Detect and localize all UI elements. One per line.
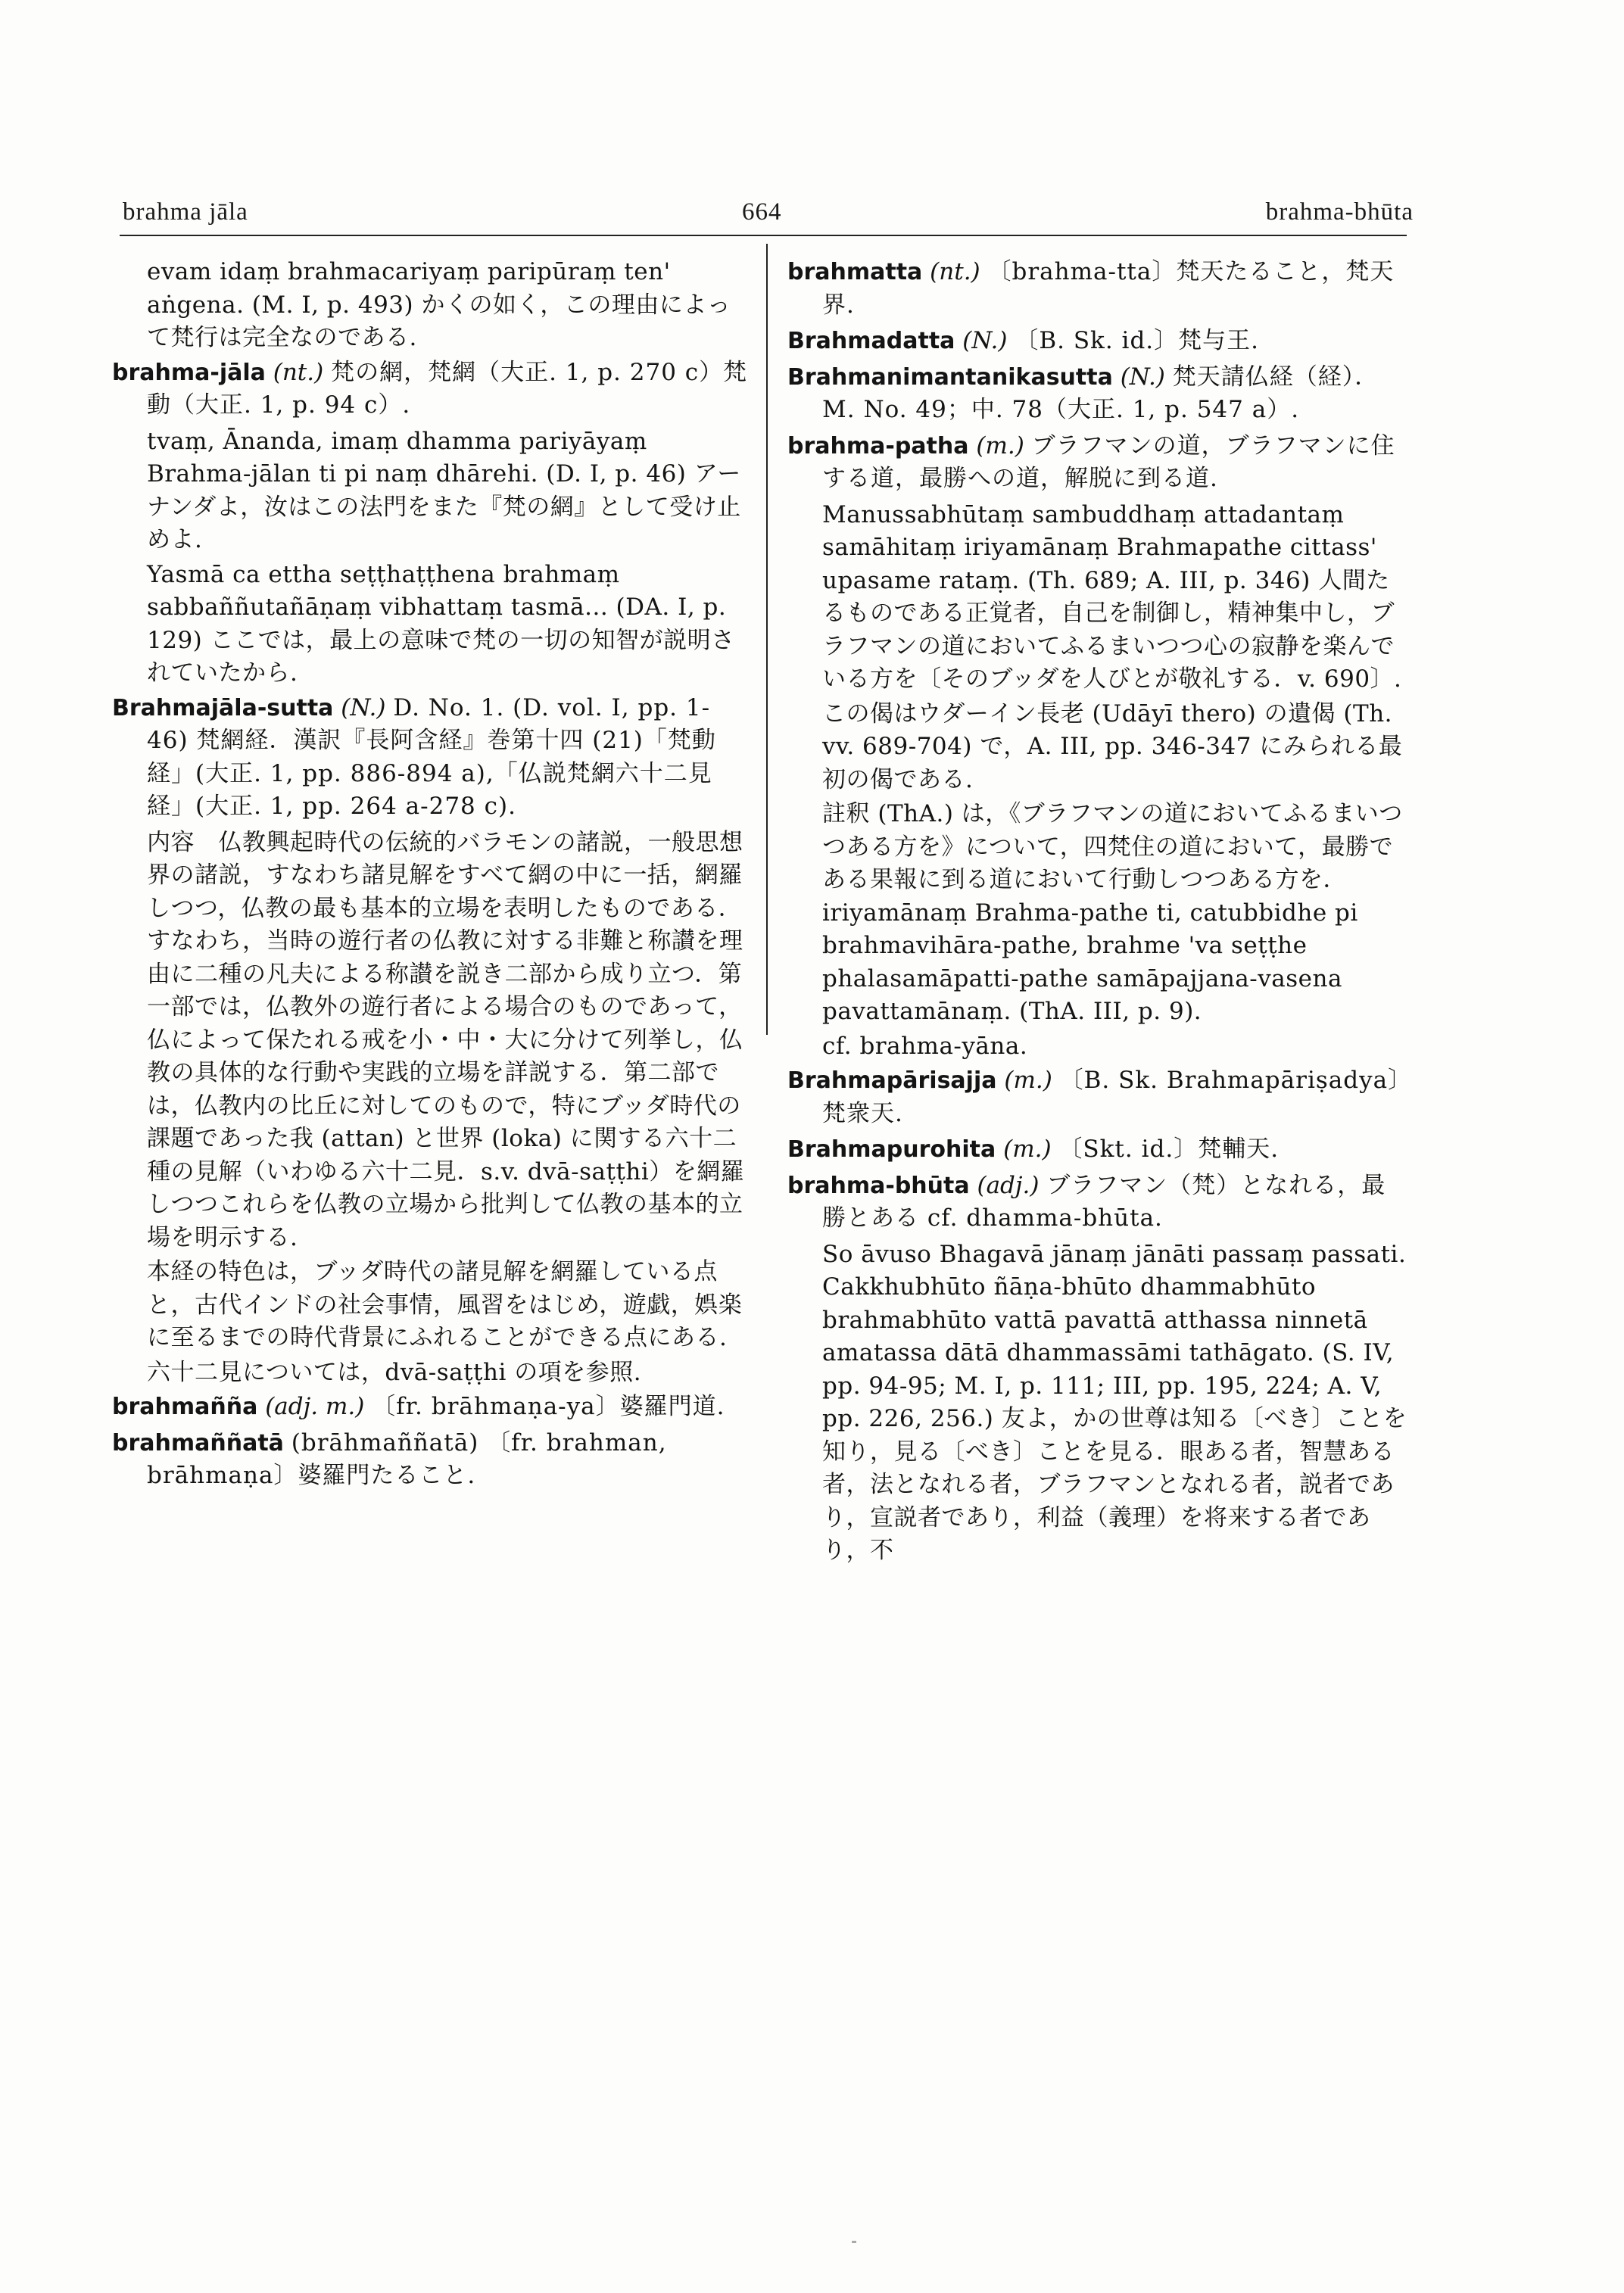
- running-head-right: brahma-bhūta: [1265, 198, 1414, 226]
- dictionary-entry: [787, 430, 1408, 496]
- entry-definition: 梵天請仏経（経）．M. No. 49；中. 78（大正. 1, p. 547 a）.: [822, 363, 1379, 423]
- entry-definition: 〔Skt. id.〕梵輔天.: [1058, 1136, 1280, 1163]
- entry-paragraph: Manussabhūtaṃ sambuddhaṃ attadantaṃ samāhitaṃ iriyamānaṃ Brahmapathe cittass' upasame rataṃ. (Th. 689; A. III, p. 346) 人間たるものである正覚者，自己を制御し，精神集中し，ブラフマンの道においてふるまいつつ心の寂静を楽んでいる方を〔そのブッダを人びとが敬礼する．v. 690〕.: [822, 500, 1402, 693]
- entry-headword: brahmañña: [112, 1394, 258, 1420]
- entry-definition: 〔fr. brāhmaṇa-ya〕婆羅門道.: [372, 1393, 725, 1420]
- entry-headword: Brahmapārisajja: [787, 1067, 997, 1094]
- dictionary-entry: [787, 325, 1408, 358]
- entry-paragraph: cf. brahma-yāna.: [822, 1032, 1028, 1060]
- entry-headword: brahma-jāla: [112, 359, 266, 386]
- entry-headword: brahmatta: [787, 259, 923, 285]
- grammar-label: (N.): [962, 327, 1008, 354]
- entry-headword: brahma-patha: [787, 432, 969, 460]
- grammar-label: (m.): [976, 431, 1024, 460]
- entry-definition: 〔B. Sk. Brahmapāriṣadya〕梵衆天.: [822, 1067, 1401, 1127]
- running-head-left: brahma jāla: [123, 198, 248, 226]
- entry-paragraph: 内容 仏教興起時代の伝統的バラモンの諸説，一般思想界の諸説，すなわち諸見解をすべて網の中に一括，網羅しつつ，仏教の最も基本的立場を表明したものである．すなわち，当時の遊行者の仏教に対する非難と称讃を理由に二種の凡夫による称讃を説き二部から成り立つ．第一部では，仏教外の遊行者による場合のものであって，仏によって保たれる戒を小・中・大に分けて列挙し，仏教の具体的な行動や実践的立場を詳説する．第二部では，仏教内の比丘に対してのもので，特にブッダ時代の課題であった我 (attan) と世界 (loka) に関する六十二種の見解（いわゆる六十二見．s.v. dvā-saṭṭhi）を網羅しつつこれらを仏教の立場から批判して仏教の基本的立場を明示する.: [147, 828, 745, 1251]
- entry-definition: ブラフマン（梵）となれる，最勝とある cf. dhamma-bhūta.: [822, 1171, 1386, 1232]
- dictionary-entry: [787, 1170, 1408, 1235]
- entry-definition: (brāhmaññatā) 〔fr. brahman, brāhmaṇa〕婆羅門たること.: [147, 1428, 667, 1489]
- dictionary-entry: [787, 1064, 1408, 1130]
- dictionary-entry: [787, 256, 1408, 322]
- entry-definition: D. No. 1. (D. vol. I, pp. 1-46) 梵網経．漢訳『長阿含経』巻第十四 (21)「梵動経」(大正. 1, pp. 886-894 a),「仏説梵網六十二見経」(大正. 1, pp. 264 a-278 c).: [147, 693, 716, 820]
- page-number: 664: [742, 198, 782, 226]
- entry-headword: brahmaññatā: [112, 1429, 284, 1456]
- grammar-label: (nt.): [273, 358, 324, 386]
- grammar-label: (m.): [1003, 1136, 1052, 1163]
- entry-headword: Brahmanimantanikasutta: [787, 363, 1113, 391]
- column-divider: [766, 244, 768, 1035]
- scan-speck: [852, 2241, 856, 2243]
- dictionary-entry: [787, 1133, 1408, 1167]
- grammar-label: (N.): [341, 693, 386, 721]
- grammar-label: (nt.): [930, 258, 980, 285]
- entry-definition: 〔brahma-tta〕梵天たること，梵天界.: [822, 258, 1395, 319]
- dictionary-entry: [787, 361, 1408, 427]
- entry-headword: Brahmapurohita: [787, 1136, 996, 1163]
- entry-paragraph: この偈はウダーイン長老 (Udāyī thero) の遺偈 (Th. vv. 689-704) で，A. III, pp. 346-347 にみられる最初の偈である.: [822, 699, 1403, 793]
- entry-paragraph: 六十二見については，dvā-saṭṭhi の項を参照.: [147, 1358, 642, 1386]
- entry-definition: ブラフマンの道，ブラフマンに住する道，最勝への道，解脱に到る道.: [822, 431, 1395, 492]
- entry-definition: 梵の網，梵網（大正. 1, p. 270 c）梵動（大正. 1, p. 94 c）.: [147, 358, 748, 419]
- grammar-label: (adj. m.): [265, 1393, 365, 1420]
- entry-headword: Brahmajāla-sutta: [112, 694, 334, 721]
- entry-headword: brahma-bhūta: [787, 1172, 970, 1199]
- dictionary-entry: [112, 1391, 748, 1424]
- left-column: [112, 256, 748, 1496]
- dictionary-entry: [112, 357, 748, 422]
- entry-paragraph: tvaṃ, Ānanda, imaṃ dhamma pariyāyaṃ Brahma-jālan ti pi naṃ dhārehi. (D. I, p. 46) アーナンダよ，汝はこの法門をまた『梵の網』として受け止めよ.: [147, 427, 741, 553]
- grammar-label: (m.): [1004, 1067, 1052, 1094]
- entry-definition: 〔B. Sk. id.〕梵与王.: [1015, 327, 1260, 354]
- entry-paragraph: Yasmā ca ettha seṭṭhaṭṭhena brahmaṃ sabbaññutañāṇaṃ vibhattaṃ tasmā... (DA. I, p. 129) ここでは，最上の意味で梵の一切の知智が説明されていたから.: [147, 560, 735, 687]
- entry-headword: Brahmadatta: [787, 328, 955, 354]
- right-column: [787, 256, 1408, 1569]
- header-rule: [120, 235, 1407, 236]
- dictionary-entry: [112, 692, 748, 824]
- entry-paragraph: So āvuso Bhagavā jānaṃ jānāti passaṃ passati. Cakkhubhūto ñāṇa-bhūto dhammabhūto brahmabhūto vattā pavattā atthassa ninnetā amatassa dātā dhammassāmi tathāgato. (S. IV, pp. 94-95; M. I, p. 111; III, pp. 195, 224; A. V, pp. 226, 256.) 友よ，かの世尊は知る〔べき〕ことを知り，見る〔べき〕ことを見る．眼ある者，智慧ある者，法となれる者，ブラフマンとなれる者，説者であり，宣説者であり，利益（義理）を将来する者であり，不: [822, 1240, 1407, 1564]
- entry-paragraph: evam idaṃ brahmacariyaṃ paripūraṃ ten' aṅgena. (M. I, p. 493) かくの如く，この理由によって梵行は完全なのである.: [147, 258, 731, 351]
- entry-paragraph: 註釈 (ThA.) は，《ブラフマンの道においてふるまいつつある方を》について，四梵住の道において，最勝である果報に到る道において行動しつつある方を．iriyamānaṃ Brahma-pathe ti, catubbidhe pi brahmavihāra-pathe, brahme 'va seṭṭhe phalasamāpatti-pathe samāpajjana-vasena pavattamānaṃ. (ThA. III, p. 9).: [822, 800, 1403, 1025]
- dictionary-entry: [112, 1427, 748, 1493]
- entry-paragraph: 本経の特色は，ブッダ時代の諸見解を網羅している点と，古代インドの社会事情，風習をはじめ，遊戯，娯楽に至るまでの時代背景にふれることができる点にある.: [147, 1258, 743, 1351]
- grammar-label: (adj.): [977, 1171, 1040, 1199]
- grammar-label: (N.): [1120, 363, 1165, 391]
